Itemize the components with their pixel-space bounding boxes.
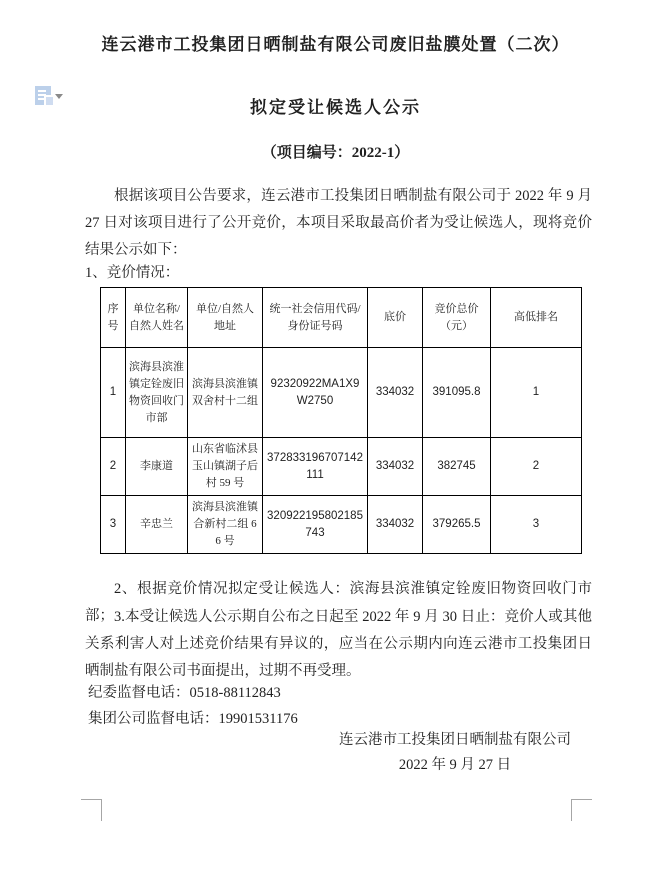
cell-serial: 2 [101,438,126,496]
cell-entity-name: 李康道 [126,438,188,496]
cell-credit-code: 372833196707142111 [263,438,368,496]
cell-entity-address: 山东省临沭县玉山镇湖子后村 59 号 [188,438,263,496]
supervision-phones [88,680,298,732]
header-ranking: 高低排名 [491,288,582,348]
signature-block [330,728,580,778]
header-entity-name: 单位名称/自然人姓名 [126,288,188,348]
cell-bid-total: 382745 [423,438,491,496]
document-subtitle: 拟定受让候选人公示 [250,98,421,117]
paragraph-3: 3.本受让候选人公示期自公布之日起至 2022 年 9 月 30 日止：竞价人或其他关系利害人对上述竞价结果有异议的，应当在公示期内向连云港市工投集团日晒制盐有限公司书面提出，过期不再受理。 [85,609,592,679]
cell-entity-name: 滨海县滨淮镇定铨废旧物资回收门市部 [126,348,188,438]
document-title: 连云港市工投集团日晒制盐有限公司废旧盐膜处置（二次） [101,35,570,54]
margin-corner-mark-right [571,799,592,821]
cell-serial: 3 [101,496,126,554]
paste-options-icon [35,86,51,105]
intro-paragraph: 根据该项目公告要求，连云港市工投集团日晒制盐有限公司于 2022 年 9 月 27 日对该项目进行了公开竞价，本项目采取最高价者为受让候选人，现将竞价结果公示如下： [85,188,592,258]
cell-base-price: 334032 [368,496,423,554]
cell-credit-code: 320922195802185743 [263,496,368,554]
cell-ranking: 3 [491,496,582,554]
header-entity-address: 单位/自然人地址 [188,288,263,348]
signature-date: 2022 年 9 月 27 日 [398,757,512,773]
table-row [101,496,582,554]
bid-results-table [100,287,582,554]
cell-ranking: 1 [491,348,582,438]
paragraph-2: 2、根据竞价情况拟定受让候选人：滨海县滨淮镇定铨废旧物资回收门市部； [85,581,592,624]
signature-company: 连云港市工投集团日晒制盐有限公司 [339,732,571,748]
header-bid-total: 竞价总价（元） [423,288,491,348]
cell-entity-address: 滨海县滨淮镇合新村二组 66 号 [188,496,263,554]
cell-serial: 1 [101,348,126,438]
project-number: （项目编号：2022-1） [261,145,410,161]
discipline-supervision-phone: 纪委监督电话：0518-88112843 [88,685,281,701]
cell-bid-total: 391095.8 [423,348,491,438]
cell-base-price: 334032 [368,438,423,496]
section-1-heading: 1、竞价情况： [85,265,180,281]
margin-corner-mark-left [81,799,102,821]
table-header-row [101,288,582,348]
cell-credit-code: 92320922MA1X9W2750 [263,348,368,438]
group-supervision-phone: 集团公司监督电话：19901531176 [88,711,298,727]
cell-entity-address: 滨海县滨淮镇双舍村十二组 [188,348,263,438]
table-row [101,438,582,496]
cell-bid-total: 379265.5 [423,496,491,554]
header-credit-code: 统一社会信用代码/身份证号码 [263,288,368,348]
cell-ranking: 2 [491,438,582,496]
header-base-price: 底价 [368,288,423,348]
table-row [101,348,582,438]
cell-base-price: 334032 [368,348,423,438]
cell-entity-name: 辛忠兰 [126,496,188,554]
header-serial-number: 序号 [101,288,126,348]
